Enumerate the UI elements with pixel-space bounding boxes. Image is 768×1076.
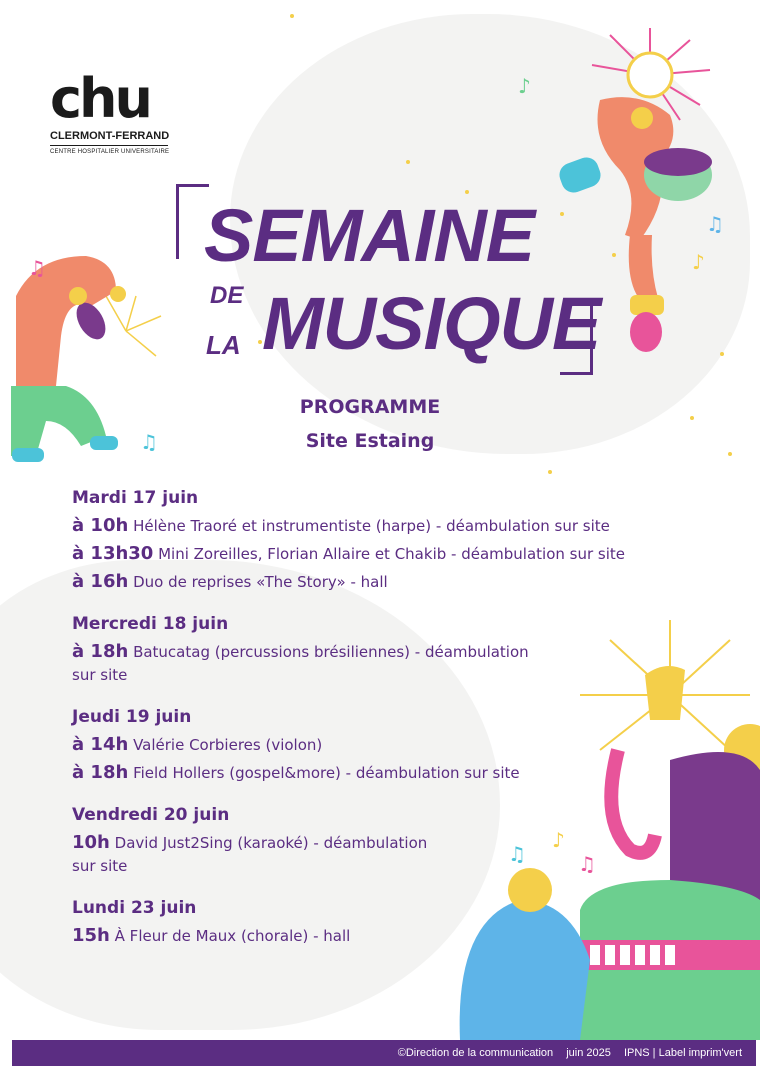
event-time: à 18h	[72, 762, 129, 783]
event-time: à 18h	[72, 641, 129, 662]
program-header	[240, 390, 500, 458]
day-title: Mercredi 18 juin	[72, 614, 229, 634]
footer-date: juin 2025	[566, 1047, 611, 1059]
event-item	[72, 512, 722, 540]
footer-bar	[12, 1040, 756, 1066]
title-de: DE	[210, 282, 244, 309]
music-note-icon: ♫	[578, 852, 596, 876]
event-item	[72, 568, 722, 596]
event-item	[72, 731, 722, 759]
event-time: 10h	[72, 832, 110, 853]
logo-city: CLERMONT-FERRAND	[50, 130, 170, 142]
footer-label: IPNS | Label imprim'vert	[623, 1047, 742, 1059]
confetti-dot	[406, 160, 410, 164]
music-note-icon: ♪	[692, 250, 705, 274]
event-item	[72, 922, 722, 950]
day-block	[72, 894, 722, 950]
music-note-icon: ♫	[508, 842, 526, 866]
event-text: Mini Zoreilles, Florian Allaire et Chakib - déambulation sur site	[158, 545, 625, 563]
music-note-icon: ♪	[552, 828, 565, 852]
footer-credit: ©Direction de la communication	[397, 1047, 554, 1059]
day-block	[72, 801, 722, 880]
event-time: à 16h	[72, 571, 129, 592]
confetti-dot	[548, 470, 552, 474]
event-item	[72, 759, 722, 787]
chu-logo	[50, 67, 170, 155]
music-note-icon: ♫	[140, 430, 158, 454]
confetti-dot	[690, 416, 694, 420]
event-text: Valérie Corbieres (violon)	[133, 736, 323, 754]
music-note-icon: ♪	[518, 74, 531, 98]
event-text: Hélène Traoré et instrumentiste (harpe) - déambulation sur site	[133, 517, 610, 535]
event-text: Field Hollers (gospel&more) - déambulation sur site	[133, 764, 520, 782]
confetti-dot	[728, 452, 732, 456]
title-semaine: SEMAINE	[204, 194, 535, 277]
event-continuation: sur site	[72, 666, 128, 684]
event-time: à 13h30	[72, 543, 154, 564]
logo-divider	[50, 145, 168, 146]
music-note-icon: ♫	[28, 256, 46, 280]
day-title: Vendredi 20 juin	[72, 805, 230, 825]
music-note-icon: ♫	[706, 212, 724, 236]
event-time: à 10h	[72, 515, 129, 536]
day-block	[72, 610, 722, 689]
day-title: Lundi 23 juin	[72, 898, 197, 918]
day-title: Mardi 17 juin	[72, 488, 199, 508]
schedule	[72, 484, 722, 964]
event-text: Batucatag (percussions brésiliennes) - déambulation	[133, 643, 529, 661]
event-continuation: sur site	[72, 857, 128, 875]
event-time: à 14h	[72, 734, 129, 755]
day-block	[72, 484, 722, 596]
event-item	[72, 540, 722, 568]
event-text: Duo de reprises «The Story» - hall	[133, 573, 388, 591]
confetti-dot	[290, 14, 294, 18]
program-site: Site Estaing	[305, 430, 435, 452]
event-text: David Just2Sing (karaoké) - déambulation	[114, 834, 428, 852]
logo-mark: chu	[50, 67, 150, 130]
day-title: Jeudi 19 juin	[72, 707, 192, 727]
day-block	[72, 703, 722, 787]
event-text: À Fleur de Maux (chorale) - hall	[114, 927, 351, 945]
logo-subtitle: CENTRE HOSPITALIER UNIVERSITAIRE	[50, 149, 170, 155]
event-time: 15h	[72, 925, 110, 946]
title-musique: MUSIQUE	[262, 282, 601, 365]
program-heading: PROGRAMME	[299, 396, 441, 418]
title-la: LA	[206, 330, 241, 360]
